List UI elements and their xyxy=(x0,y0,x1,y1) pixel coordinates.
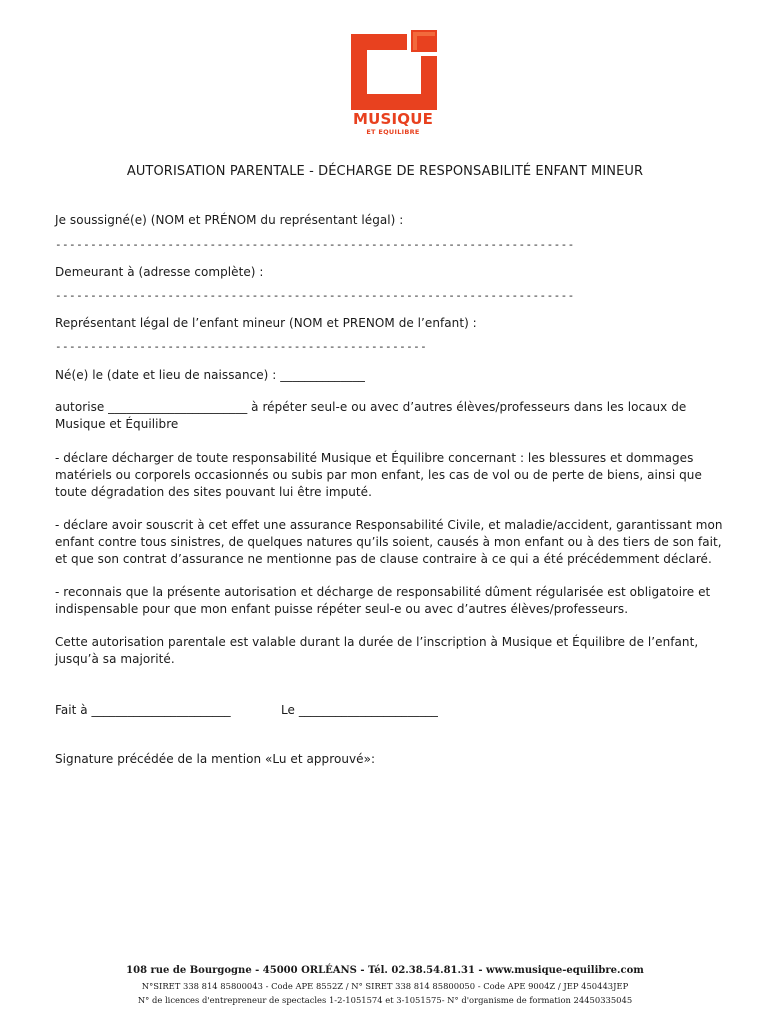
clause-assurance: - déclare avoir souscrit à cet effet une assurance Responsabilité Civile, et maladie/accident, garantissant mon enfant contre tous sinistres, de quelques natures qu’ils soient, causés à mon enfant ou à des tiers de son fait, et que son contrat d’assurance ne mentionne pas de clause contraire à ce qui a été précédemment déclaré. xyxy=(55,518,723,566)
representant-label: Je soussigné(e) (NOM et PRÉNOM du représentant légal) : xyxy=(55,213,404,227)
footer-siret: N°SIRET 338 814 85800043 - Code APE 8552Z / N° SIRET 338 814 85800050 - Code APE 9004Z / JEP 450443JEP xyxy=(141,981,629,991)
validity-paragraph: Cette autorisation parentale est valable durant la durée de l’inscription à Musique et Équilibre de l’enfant, jusqu’à sa majorité. xyxy=(55,635,699,666)
representant-line: -------------------------------------------------------------------------- xyxy=(55,238,575,251)
date-field: Le _______________________ xyxy=(281,703,438,717)
musique-equilibre-logo xyxy=(347,24,439,144)
document-title: AUTORISATION PARENTALE - DÉCHARGE DE RESPONSABILITÉ ENFANT MINEUR xyxy=(126,164,644,179)
clause-reconnais: - reconnais que la présente autorisation et décharge de responsabilité dûment régularisée est obligatoire et indispensable pour que mon enfant puisse répéter seul-e ou avec d’autres élèves/professeurs. xyxy=(55,585,711,616)
adresse-line: -------------------------------------------------------------------------- xyxy=(55,289,575,302)
logo-subtitle: ET EQUILIBRE xyxy=(366,128,420,136)
logo-name: MUSIQUE xyxy=(352,110,434,128)
logo-square-icon xyxy=(351,30,437,110)
signature-mention: Signature précédée de la mention «Lu et approuvé»: xyxy=(55,752,376,766)
footer-licences: N° de licences d'entrepreneur de spectacles 1-2-1051574 et 3-1051575- N° d'organisme de formation 24450335045 xyxy=(137,995,633,1005)
adresse-label: Demeurant à (adresse complète) : xyxy=(55,265,264,279)
footer-address: 108 rue de Bourgogne - 45000 ORLÉANS - Tél. 02.38.54.81.31 - www.musique-equilibre.com xyxy=(126,965,644,976)
clause-decharge: - déclare décharger de toute responsabilité Musique et Équilibre concernant : les blessures et dommages matériels ou corporels occasionnés ou subis par mon enfant, les cas de vol ou de perte de biens, ainsi que toute dégradation des sites pouvant lui être imputé. xyxy=(55,451,702,499)
enfant-line: ----------------------------------------------------- xyxy=(55,340,428,353)
naissance-label: Né(e) le (date et lieu de naissance) : ______________ xyxy=(55,368,365,382)
enfant-label: Représentant légal de l’enfant mineur (NOM et PRENOM de l’enfant) : xyxy=(55,316,477,330)
fait-a-field: Fait à _______________________ xyxy=(55,703,231,717)
autorise-paragraph: autorise _______________________ à répéter seul-e ou avec d’autres élèves/professeurs dans les locaux de Musique et Équilibre xyxy=(55,400,687,431)
